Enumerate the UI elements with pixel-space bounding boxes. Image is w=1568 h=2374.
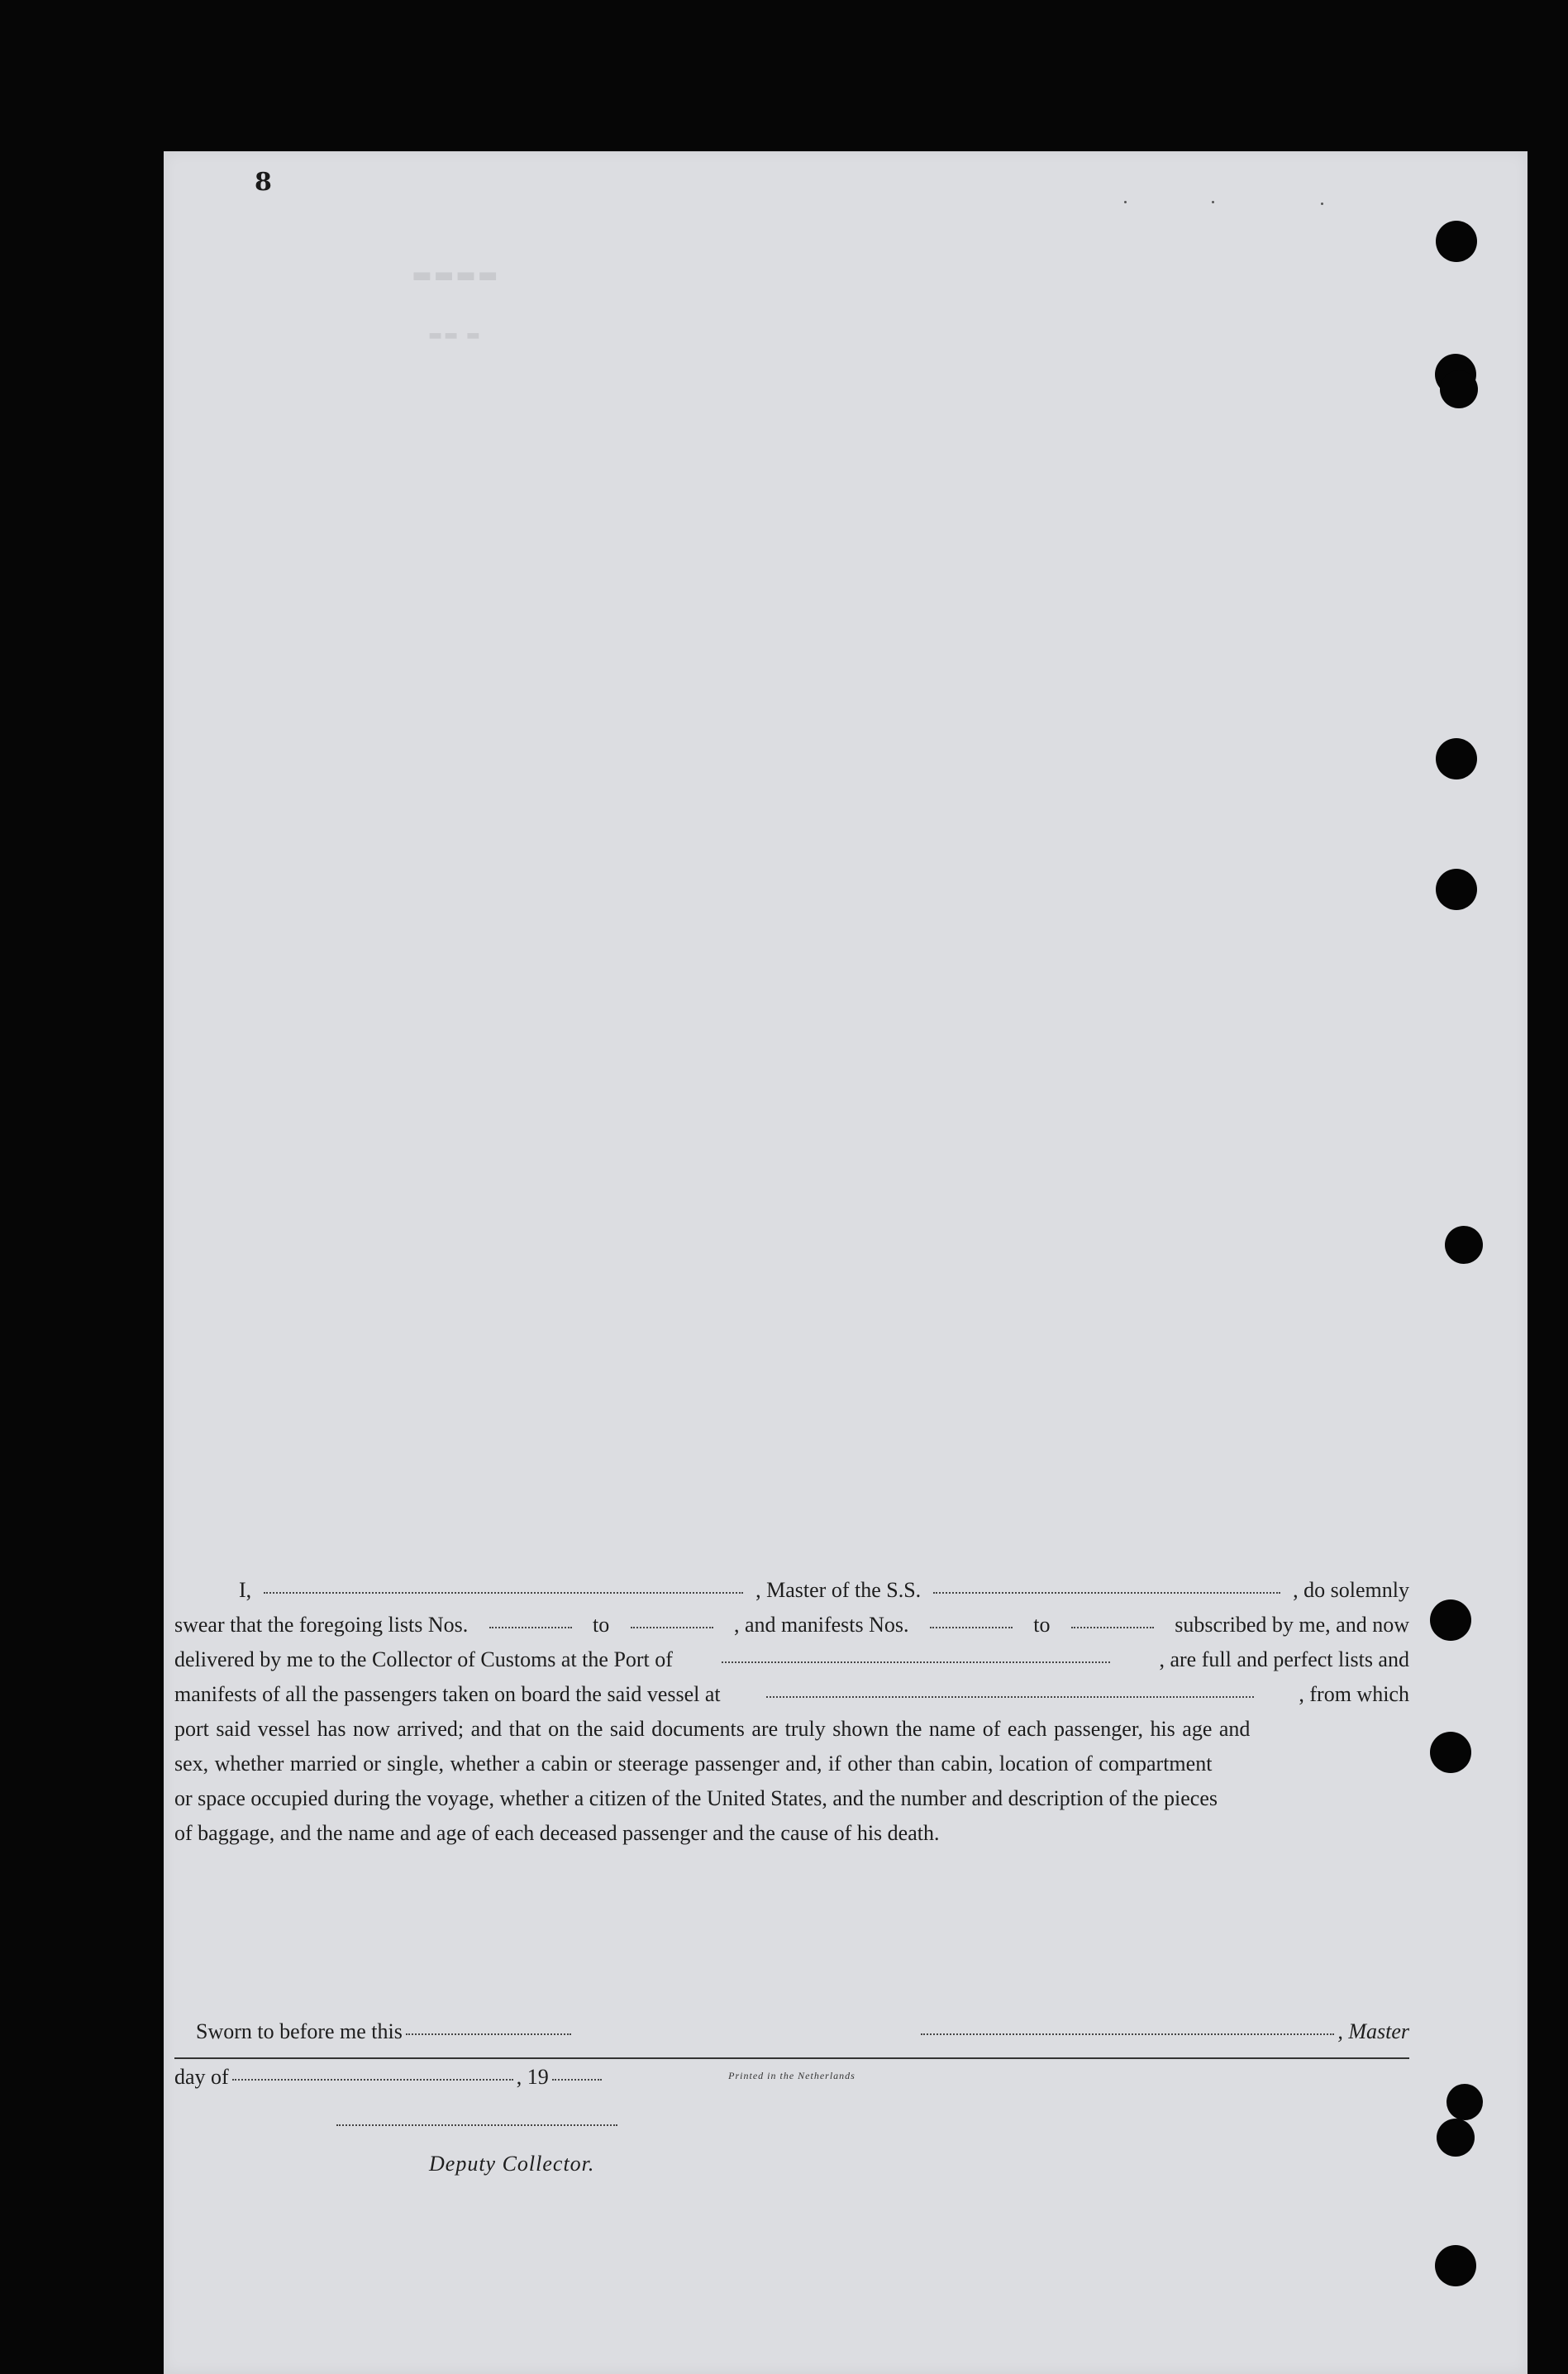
list-to-field[interactable] <box>631 1627 713 1628</box>
printer-imprint: Printed in the Netherlands <box>728 2070 855 2081</box>
oath-text: to <box>592 1613 610 1637</box>
punch-hole <box>1436 869 1477 910</box>
oath-text: to <box>1033 1613 1051 1637</box>
punch-hole <box>1436 738 1477 779</box>
manifest-from-field[interactable] <box>930 1627 1013 1628</box>
deputy-signature-field[interactable] <box>336 2124 617 2126</box>
oath-text: , Master of the S.S. <box>755 1578 922 1602</box>
oath-line <box>174 1573 1409 1608</box>
list-from-field[interactable] <box>489 1627 572 1628</box>
dust-speck <box>1321 203 1323 205</box>
oath-line <box>174 1712 1409 1747</box>
oath-line <box>174 1781 1409 1816</box>
punch-hole <box>1440 370 1478 408</box>
oath-text: swear that the foregoing lists Nos. <box>174 1613 469 1637</box>
master-signature-row <box>917 2019 1409 2044</box>
deputy-collector-label: Deputy Collector. <box>429 2152 595 2176</box>
punch-hole <box>1436 221 1477 262</box>
year-label: , 19 <box>516 2065 549 2089</box>
sworn-label: Sworn to before me this <box>196 2019 403 2043</box>
oath-text: I, <box>239 1578 252 1602</box>
bleed-through-mark: ▬▬ ▬ <box>428 327 482 344</box>
master-name-field[interactable] <box>264 1592 743 1594</box>
sworn-row <box>196 2019 574 2044</box>
dust-speck <box>1124 201 1127 203</box>
port-field[interactable] <box>722 1661 1110 1663</box>
oath-text: delivered by me to the Collector of Customs at the Port of <box>174 1647 673 1671</box>
master-signature-field[interactable] <box>921 2033 1334 2035</box>
punch-hole <box>1430 1732 1471 1773</box>
oath-text: sex, whether married or single, whether a cabin or steerage passenger and, if other than cabin, location of compartment <box>174 1752 1213 1776</box>
ship-name-field[interactable] <box>933 1592 1280 1594</box>
manifest-page <box>164 151 1527 2374</box>
oath-paragraph <box>174 1573 1409 1851</box>
master-label: , Master <box>1337 2019 1409 2043</box>
punch-hole <box>1445 1226 1483 1264</box>
oath-text: subscribed by me, and now <box>1175 1613 1409 1637</box>
punch-hole <box>1435 2245 1476 2286</box>
page-number: 8 <box>255 168 272 197</box>
oath-text: of baggage, and the name and age of each deceased passenger and the cause of his death. <box>174 1821 940 1845</box>
sworn-day-field[interactable] <box>406 2033 571 2035</box>
oath-line <box>174 1608 1409 1642</box>
bleed-through-mark: ▬▬▬▬ <box>412 263 500 288</box>
oath-line <box>174 1677 1409 1712</box>
punch-hole <box>1437 2119 1475 2157</box>
departure-port-field[interactable] <box>766 1696 1254 1698</box>
oath-text: , are full and perfect lists and <box>1159 1647 1409 1671</box>
oath-text: , from which <box>1299 1682 1409 1706</box>
oath-text: , and manifests Nos. <box>733 1613 909 1637</box>
oath-line <box>174 1642 1409 1677</box>
oath-text: port said vessel has now arrived; and that on the said documents are truly shown the name of each passenger, his age and <box>174 1717 1251 1741</box>
oath-line <box>174 1747 1409 1781</box>
oath-text: manifests of all the passengers taken on board the said vessel at <box>174 1682 721 1706</box>
oath-line <box>174 1816 1409 1851</box>
dust-speck <box>1212 201 1214 203</box>
oath-text: , do solemnly <box>1293 1578 1409 1602</box>
oath-text: or space occupied during the voyage, whether a citizen of the United States, and the number and description of the pieces <box>174 1786 1218 1810</box>
footer-rule <box>174 2057 1409 2059</box>
day-of-label: day of <box>174 2065 229 2089</box>
punch-hole <box>1446 2084 1483 2120</box>
punch-hole <box>1430 1599 1471 1641</box>
manifest-to-field[interactable] <box>1071 1627 1154 1628</box>
